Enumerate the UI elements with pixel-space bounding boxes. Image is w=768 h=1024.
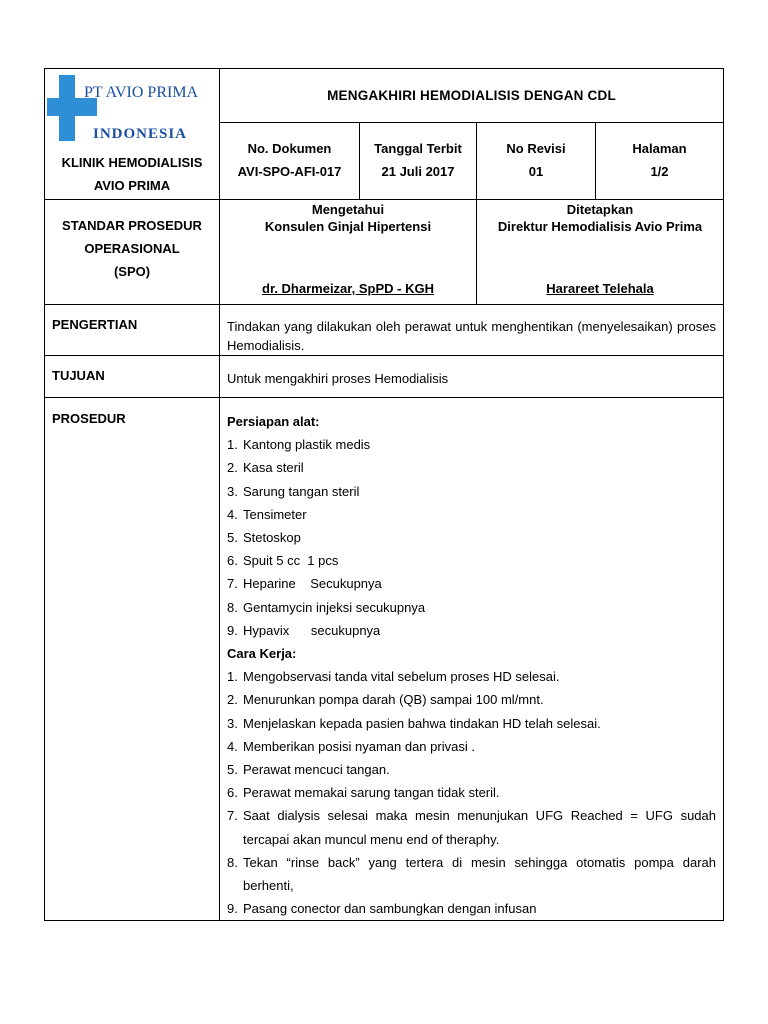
prosedur-label: PROSEDUR bbox=[52, 411, 126, 426]
page-value: 1/2 bbox=[650, 164, 669, 179]
list-item: 2. Kasa steril bbox=[227, 460, 304, 476]
spo-label-cell bbox=[45, 200, 220, 305]
logo-line2: INDONESIA bbox=[93, 126, 188, 142]
clinic-header-cell bbox=[45, 69, 220, 200]
acknowledged-name: dr. Dharmeizar, SpPD - KGH bbox=[262, 281, 434, 296]
list-item: 1. Kantong plastik medis bbox=[227, 437, 371, 453]
document-title: MENGAKHIRI HEMODIALISIS DENGAN CDL bbox=[327, 87, 616, 103]
spo-line3: (SPO) bbox=[113, 264, 151, 279]
approved-name: Harareet Telehala bbox=[546, 281, 654, 296]
list-item: 8. Gentamycin injeksi secukupnya bbox=[227, 599, 426, 615]
spo-table bbox=[44, 68, 724, 921]
spo-document bbox=[44, 68, 723, 921]
revision-value: 01 bbox=[528, 164, 544, 179]
approved-role: Direktur Hemodialisis Avio Prima bbox=[497, 219, 703, 234]
page-label: Halaman bbox=[632, 141, 687, 156]
list-item: 4. Tensimeter bbox=[227, 506, 307, 522]
list-item: 2. Menurunkan pompa darah (QB) sampai 100 ml/mnt. bbox=[227, 692, 544, 708]
logo-line1: PT AVIO PRIMA bbox=[84, 84, 199, 101]
list-item: 8. Tekan “rinse back” yang tertera di mesin sehingga otomatis pompa darah berhenti, bbox=[227, 854, 716, 894]
list-item: 7. Heparine Secukupnya bbox=[227, 576, 382, 592]
prosedur-content-cell bbox=[220, 398, 724, 921]
pengertian-text-cell bbox=[220, 305, 724, 356]
list-item: 5. Perawat mencuci tangan. bbox=[227, 762, 390, 778]
clinic-name-line1: KLINIK HEMODIALISIS bbox=[61, 155, 203, 170]
issue-date-cell bbox=[360, 123, 477, 200]
tujuan-text-cell bbox=[220, 356, 724, 398]
steps-list bbox=[227, 665, 716, 920]
approved-cell bbox=[477, 200, 724, 305]
acknowledged-cell bbox=[220, 200, 477, 305]
list-item: 5. Stetoskop bbox=[227, 530, 301, 546]
issue-date-label: Tanggal Terbit bbox=[374, 141, 462, 156]
title-cell bbox=[220, 69, 724, 123]
list-item: 4. Memberikan posisi nyaman dan privasi . bbox=[227, 738, 475, 754]
acknowledged-label: Mengetahui bbox=[311, 202, 385, 217]
approved-label: Ditetapkan bbox=[566, 202, 634, 217]
list-item: 3. Menjelaskan kepada pasien bahwa tindakan HD telah selesai. bbox=[227, 715, 601, 731]
clinic-name-line2: AVIO PRIMA bbox=[93, 178, 171, 193]
list-item: 9. Pasang conector dan sambungkan dengan infusan bbox=[227, 901, 537, 917]
spo-line1: STANDAR PROSEDUR bbox=[62, 218, 202, 233]
tools-heading: Persiapan alat: bbox=[227, 414, 320, 429]
list-item: 1. Mengobservasi tanda vital sebelum proses HD selesai. bbox=[227, 669, 560, 685]
tujuan-text: Untuk mengakhiri proses Hemodialisis bbox=[227, 371, 449, 386]
spo-line2: OPERASIONAL bbox=[84, 241, 180, 256]
list-item: 6. Perawat memakai sarung tangan tidak steril. bbox=[227, 785, 500, 801]
doc-number-label: No. Dokumen bbox=[247, 141, 332, 156]
page-cell bbox=[596, 123, 724, 200]
tools-list bbox=[227, 433, 716, 642]
acknowledged-role: Konsulen Ginjal Hipertensi bbox=[264, 219, 432, 234]
tujuan-label: TUJUAN bbox=[52, 368, 105, 383]
issue-date-value: 21 Juli 2017 bbox=[381, 164, 455, 179]
pengertian-label-cell bbox=[45, 305, 220, 356]
doc-number-value: AVI-SPO-AFI-017 bbox=[237, 164, 342, 179]
work-heading: Cara Kerja: bbox=[227, 646, 297, 662]
avio-prima-logo-icon bbox=[47, 73, 199, 145]
list-item: 3. Sarung tangan steril bbox=[227, 483, 360, 499]
list-item: 9. Hypavix secukupnya bbox=[227, 622, 381, 638]
revision-cell bbox=[477, 123, 596, 200]
prosedur-label-cell bbox=[45, 398, 220, 921]
pengertian-label: PENGERTIAN bbox=[52, 317, 138, 332]
tujuan-label-cell bbox=[45, 356, 220, 398]
revision-label: No Revisi bbox=[506, 141, 566, 156]
pengertian-text: Tindakan yang dilakukan oleh perawat untuk menghentikan (menyelesaikan) proses Hemodialisis. bbox=[227, 319, 716, 353]
list-item: 6. Spuit 5 cc 1 pcs bbox=[227, 553, 339, 569]
list-item: 7. Saat dialysis selesai maka mesin menunjukan UFG Reached = UFG sudah tercapai akan muncul menu end of theraphy. bbox=[227, 808, 716, 847]
doc-number-cell bbox=[220, 123, 360, 200]
